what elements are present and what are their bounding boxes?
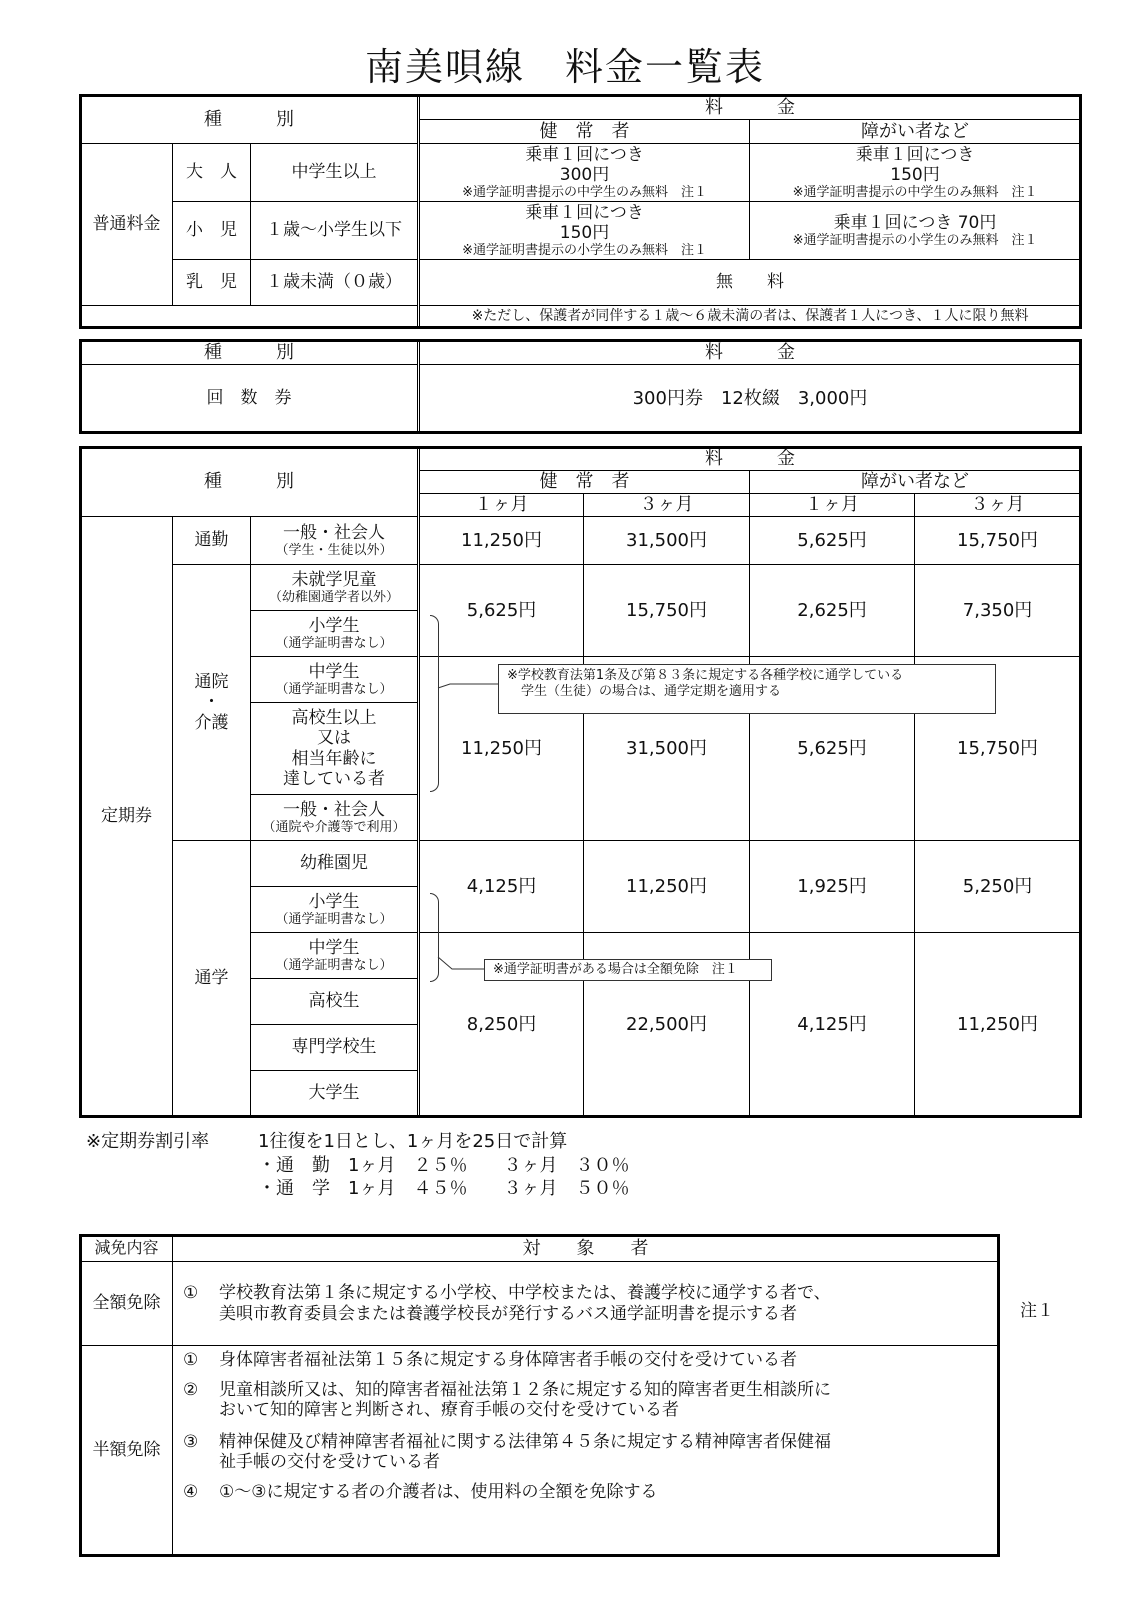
school-callout	[484, 959, 772, 981]
target-main: 中学生	[308, 937, 360, 958]
school-target-kindergarten: 幼稚園児	[251, 841, 419, 887]
item-number: ③	[183, 1432, 199, 1453]
fare-note: ※通学証明書提示の中学生のみ無料 注１	[462, 184, 707, 200]
callout-text: ※通学証明書がある場合は全額免除 注１	[493, 962, 738, 977]
discount-rate-label: ※定期券割引率	[86, 1131, 210, 1152]
kind-adult: 大 人	[173, 144, 251, 202]
school-a-disabled-1m: 1,925円	[750, 841, 915, 933]
footnote-spacer	[81, 306, 419, 328]
care-a-normal-1m: 5,625円	[419, 565, 584, 657]
range-adult: 中学生以上	[251, 144, 419, 202]
target-note: （通学証明書なし）	[275, 681, 393, 697]
item-line: 精神保健及び精神障害者福祉に関する法律第４５条に規定する精神障害者保健福	[219, 1432, 831, 1453]
target-main: 小学生	[308, 891, 360, 912]
fare-note: ※通学証明書提示の小学生のみ無料 注１	[792, 232, 1038, 248]
fare-line: 乗車１回につき 70円	[833, 212, 997, 233]
header-fare: 料 金	[419, 448, 1081, 471]
target-note: （通院や介護等で利用）	[262, 819, 406, 835]
fare-child-disabled	[750, 202, 1081, 260]
discount-rate-commute: ・通 勤 1ヶ月 ２５％ ３ヶ月 ３０％	[258, 1155, 630, 1176]
item-number: ①	[183, 1350, 199, 1370]
school-b-normal-1m: 8,250円	[419, 933, 584, 1117]
school-a-normal-1m: 4,125円	[419, 841, 584, 933]
callout-line: ※学校教育法第1条及び第８３条に規定する各種学校に通学している	[507, 668, 904, 683]
target-line: 相当年齢に	[291, 748, 377, 769]
care-a-disabled-1m: 2,625円	[750, 565, 915, 657]
header-1month: １ヶ月	[419, 494, 584, 517]
item-number: ④	[183, 1482, 199, 1503]
school-target-vocational: 専門学校生	[251, 1025, 419, 1071]
care-bracket	[430, 615, 439, 792]
item-line: 美唄市教育委員会または養護学校長が発行するバス通学証明書を提示する者	[219, 1303, 797, 1324]
header-exemption-kind: 減免内容	[81, 1236, 173, 1262]
regular-fare-table	[80, 95, 1081, 328]
target-note: （通学証明書なし）	[275, 635, 393, 651]
category-regular: 普通料金	[81, 144, 173, 306]
header-normal: 健 常 者	[419, 120, 750, 144]
label-full-exemption: 全額免除	[81, 1262, 173, 1346]
care-b-normal-1m: 11,250円	[419, 657, 584, 841]
header-normal: 健 常 者	[419, 471, 750, 494]
fare-value: 300円	[559, 164, 610, 185]
item-number: ①	[183, 1283, 199, 1304]
item-line: 学校教育法第１条に規定する小学校、中学校または、養護学校に通学する者で、	[219, 1283, 831, 1304]
half-item-1	[183, 1350, 998, 1370]
care-b-normal-3m: 31,500円	[584, 657, 750, 841]
exemption-table	[80, 1235, 999, 1556]
item-number: ②	[183, 1380, 199, 1401]
target-main: 小学生	[308, 615, 360, 636]
fare-adult-normal	[419, 144, 750, 202]
discount-rate-basis: 1往復を1日とし、1ヶ月を25日で計算	[258, 1131, 568, 1152]
commute-normal-3m: 31,500円	[584, 517, 750, 565]
fare-line: 乗車１回につき	[525, 202, 644, 223]
kind-infant: 乳 児	[173, 260, 251, 306]
item-line: ①～③に規定する者の介護者は、使用料の全額を免除する	[219, 1482, 658, 1503]
care-target-highschool	[251, 703, 419, 795]
commute-disabled-1m: 5,625円	[750, 517, 915, 565]
school-target-elementary	[251, 887, 419, 933]
callout-line: 学生（生徒）の場合は、通学定期を適用する	[521, 684, 782, 700]
care-target-preschool	[251, 565, 419, 611]
school-a-disabled-3m: 5,250円	[915, 841, 1081, 933]
header-type: 種 別	[81, 341, 419, 365]
footnote-free-infant: ※ただし、保護者が同伴する１歳～６歳未満の者は、保護者１人につき、１人に限り無料	[419, 306, 1081, 328]
care-a-disabled-3m: 7,350円	[915, 565, 1081, 657]
item-line: 祉手帳の交付を受けている者	[219, 1452, 440, 1473]
school-target-highschool: 高校生	[251, 979, 419, 1025]
label-half-exemption: 半額免除	[81, 1346, 173, 1556]
header-3month: ３ヶ月	[915, 494, 1081, 517]
header-type: 種 別	[81, 96, 419, 144]
target-note: （通学証明書なし）	[275, 957, 393, 973]
care-b-disabled-3m: 15,750円	[915, 657, 1081, 841]
half-exemption-targets	[173, 1346, 999, 1556]
label-care	[173, 565, 251, 841]
target-main: 一般・社会人	[283, 522, 386, 543]
school-b-disabled-1m: 4,125円	[750, 933, 915, 1117]
fare-note: ※通学証明書提示の中学生のみ無料 注１	[792, 184, 1038, 200]
care-callout	[498, 664, 996, 714]
item-line: 身体障害者福祉法第１５条に規定する身体障害者手帳の交付を受けている者	[219, 1350, 797, 1370]
commute-target	[251, 517, 419, 565]
care-label-line: 介護	[194, 712, 229, 733]
school-b-normal-3m: 22,500円	[584, 933, 750, 1117]
target-main: 一般・社会人	[283, 799, 386, 820]
header-fare: 料 金	[419, 341, 1081, 365]
kind-child: 小 児	[173, 202, 251, 260]
full-exemption-target	[173, 1262, 999, 1346]
label-school: 通学	[173, 841, 251, 1117]
target-line: 高校生以上	[291, 708, 377, 729]
pass-table	[80, 447, 1081, 1117]
target-note: （学生・生徒以外）	[275, 542, 393, 558]
commute-normal-1m: 11,250円	[419, 517, 584, 565]
school-target-university: 大学生	[251, 1071, 419, 1117]
target-note: （幼稚園通学者以外）	[269, 589, 400, 605]
header-1month: １ヶ月	[750, 494, 915, 517]
header-type: 種 別	[81, 448, 419, 517]
care-a-normal-3m: 15,750円	[584, 565, 750, 657]
fare-infant: 無 料	[419, 260, 1081, 306]
header-disabled: 障がい者など	[750, 471, 1081, 494]
fare-line: 乗車１回につき	[525, 144, 644, 165]
care-callout-line	[436, 680, 502, 694]
header-fare: 料 金	[419, 96, 1081, 120]
care-target-general	[251, 795, 419, 841]
target-main: 中学生	[308, 661, 360, 682]
category-pass: 定期券	[81, 517, 173, 1117]
school-a-normal-3m: 11,250円	[584, 841, 750, 933]
item-line: 児童相談所又は、知的障害者福祉法第１２条に規定する知的障害者更生相談所に	[219, 1380, 831, 1401]
header-disabled: 障がい者など	[750, 120, 1081, 144]
header-3month: ３ヶ月	[584, 494, 750, 517]
school-b-disabled-3m: 11,250円	[915, 933, 1081, 1117]
school-callout-line	[436, 955, 490, 975]
care-b-disabled-1m: 5,625円	[750, 657, 915, 841]
target-note: （通学証明書なし）	[275, 911, 393, 927]
care-label-line: 通院	[194, 672, 229, 693]
fare-note: ※通学証明書提示の小学生のみ無料 注１	[462, 242, 707, 258]
half-item-3	[183, 1432, 998, 1472]
target-main: 未就学児童	[291, 569, 377, 590]
fare-adult-disabled	[750, 144, 1081, 202]
coupon-table	[80, 340, 1081, 433]
school-target-junior	[251, 933, 419, 979]
fare-value: 150円	[890, 164, 940, 185]
care-target-elementary	[251, 611, 419, 657]
note-1-marker: 注１	[1020, 1301, 1054, 1321]
fare-value: 150円	[559, 222, 610, 243]
fare-line: 乗車１回につき	[855, 144, 975, 165]
item-line: おいて知的障害と判断され、療育手帳の交付を受けている者	[219, 1400, 680, 1421]
fare-child-normal	[419, 202, 750, 260]
range-child: １歳～小学生以下	[251, 202, 419, 260]
target-line: 又は	[317, 728, 352, 749]
coupon-fare: 300円券 12枚綴 3,000円	[419, 365, 1081, 433]
care-label-line: ・	[203, 692, 220, 713]
care-target-junior	[251, 657, 419, 703]
range-infant: １歳未満（０歳）	[251, 260, 419, 306]
coupon-kind: 回 数 券	[81, 365, 419, 433]
target-line: 達している者	[283, 768, 386, 789]
label-commute: 通勤	[173, 517, 251, 565]
half-item-2	[183, 1380, 998, 1420]
page-title: 南美唄線 料金一覧表	[364, 45, 765, 89]
commute-disabled-3m: 15,750円	[915, 517, 1081, 565]
discount-rate-school: ・通 学 1ヶ月 ４５％ ３ヶ月 ５０％	[258, 1178, 630, 1199]
half-item-4	[183, 1482, 998, 1502]
header-target: 対 象 者	[173, 1236, 999, 1262]
